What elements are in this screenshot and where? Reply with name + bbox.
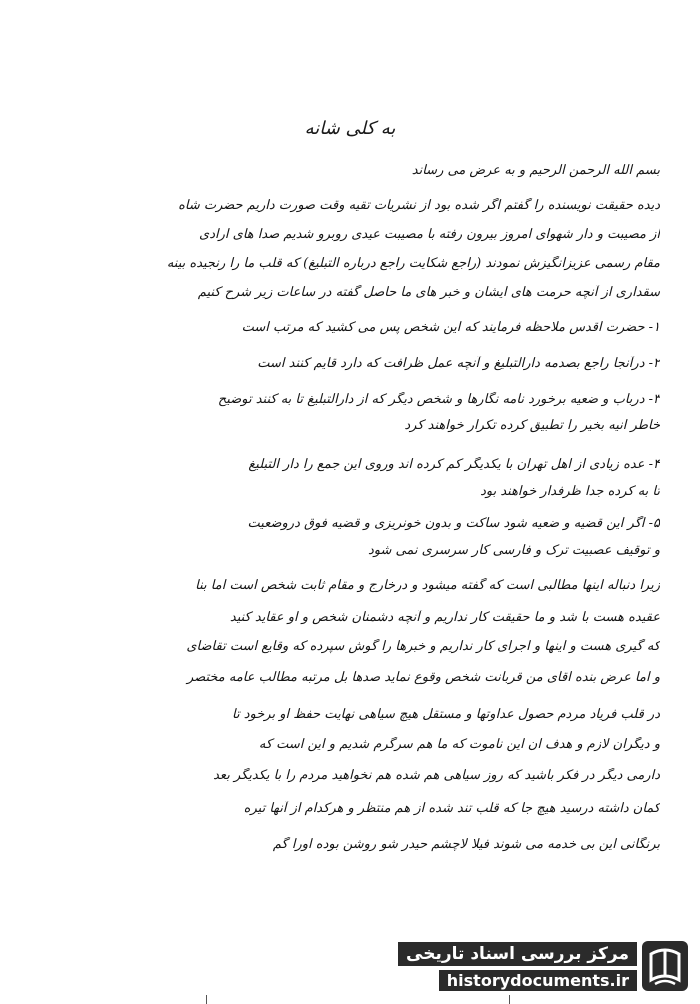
text-line-13: و توقیف عصبیت ترک و فارسی کار سرسری نمی شود xyxy=(367,543,660,558)
text-line-6: ۱- حضرت اقدس ملاحظه فرمایند که این شخص پس می کشید که مرتب است xyxy=(241,320,660,335)
text-line-3: از مصیبت و دار شهوای امروز بیرون رفته با مصیبت عیدی روبرو شدیم صدا های ارادی xyxy=(199,227,660,242)
text-line-10: ۴- عده زیادی از اهل تهران با یکدیگر کم کرده اند وروی این جمع را دار التبلیغ xyxy=(248,457,660,472)
document-title: به کلی شانه xyxy=(304,118,396,139)
text-line-18: در قلب فریاد مردم حصول عداوتها و مستقل هیچ سیاهی نهایت حفظ او برخود تا xyxy=(232,707,660,722)
text-line-8: ۳- درباب و ضعیه برخورد نامه نگارها و شخص دیگر که از دارالتبلیغ تا به کنند توضیح xyxy=(217,392,660,407)
margin-tick-right xyxy=(509,995,510,1004)
text-line-19: و دیگران لازم و هدف ان این ناموت که ما هم سرگرم شدیم و این است که xyxy=(258,737,660,752)
watermark-site-url: historydocuments.ir xyxy=(439,970,637,991)
text-line-11: تا به کرده جدا ظرفدار خواهند بود xyxy=(480,484,660,499)
text-line-9: خاطر انیه بخیر را تطبیق کرده تکرار خواهند کرد xyxy=(404,418,660,433)
watermark-archive-name: مرکز بررسی اسناد تاریخی xyxy=(398,942,637,966)
text-line-7: ۲- درآنجا راجع بصدمه دارالتبلیغ و آنچه عمل ظرافت که دارد قایم کنند است xyxy=(257,356,660,371)
text-line-21: کمان داشته درسید هیچ جا که قلب تند شده از هم منتظر و هرکدام از آنها تیره xyxy=(243,801,660,816)
text-line-22: برنگانی این بی خدمه می شوند فیلا لاچشم حیدر شو روشن بوده اورا گم xyxy=(272,837,660,852)
archive-watermark xyxy=(395,936,695,996)
margin-tick-left xyxy=(206,995,207,1004)
text-line-2: دیده حقیقت نویسنده را گفتم اگر شده بود از نشریات تقیه وقت صورت داریم حضرت شاه xyxy=(178,198,660,213)
text-line-15: عقیده هست با شد و ما حقیقت کار نداریم و آنچه دشمنان شخص و او عقاید کنید xyxy=(229,610,660,625)
text-line-12: ۵- اگر این قضیه و ضعیه شود ساکت و بدون خونریزی و قضیه فوق دروضعیت xyxy=(247,516,660,531)
text-line-16: که گیری هست و اینها و اجرای کار نداریم و خبرها را گوش سپرده که وقایع است تقاضای xyxy=(186,639,660,654)
text-line-20: دارمی دیگر در فکر باشید که روز سیاهی هم شده هم نخواهید مردم را با یکدیگر بعد xyxy=(213,768,660,783)
text-line-1: بسم الله الرحمن الرحیم و به عرض می رساند xyxy=(411,163,660,178)
archive-logo-icon xyxy=(641,940,689,992)
text-line-14: زیرا دنباله اینها مطالبی است که گفته میشود و درخارج و مقام ثابت شخص است اما بنا xyxy=(195,578,660,593)
text-line-4: مقام رسمی عزیزانگیزش نمودند (راجع شکایت راجع درباره التبلیغ) که قلب ما را رنجیده بینه xyxy=(166,256,660,271)
text-line-17: و اما عرض بنده اقای من قربانت شخص وقوع نماید صدها بل مرتبه مطالب عامه مختصر xyxy=(187,670,660,685)
text-line-5: سقداری از آنچه حرمت های ایشان و خبر های ما حاصل گفته در ساعات زیر شرح کنیم xyxy=(197,285,660,300)
